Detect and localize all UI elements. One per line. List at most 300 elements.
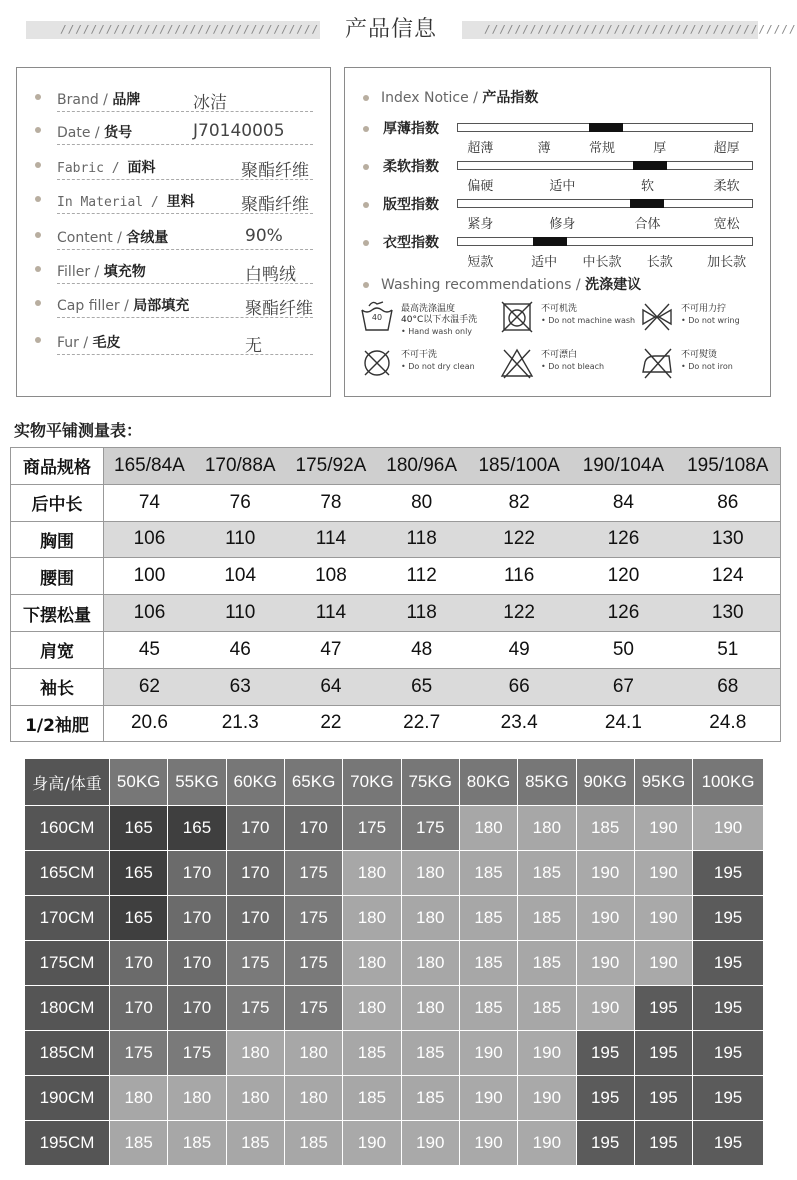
wash-text-zh-1: 不可漂白: [541, 350, 578, 360]
measure-value: 118: [376, 595, 467, 632]
height-label: 190CM: [25, 1076, 109, 1120]
height-label: 160CM: [25, 806, 109, 850]
measure-value: 49: [467, 631, 571, 668]
measure-row: [11, 484, 781, 521]
size-cell: 190: [635, 941, 692, 985]
size-cell: 185: [460, 896, 517, 940]
index-label: 长款: [646, 255, 673, 270]
info-value: J70140005: [193, 121, 285, 141]
index-label: 合体: [634, 217, 661, 232]
size-cell: 190: [635, 806, 692, 850]
no-iron-icon: [639, 346, 675, 380]
size-cell: 185: [518, 851, 575, 895]
size-cell: 195: [693, 941, 763, 985]
measure-row: [11, 668, 781, 705]
wash-text-zh: [401, 350, 437, 361]
divider: [57, 111, 313, 112]
measure-row-label: 肩宽: [11, 631, 104, 668]
index-marker: [633, 161, 667, 170]
size-cell: 175: [343, 806, 400, 850]
size-cell: 190: [460, 1076, 517, 1120]
size-cell: 180: [227, 1031, 284, 1075]
size-header-row: [25, 759, 763, 805]
index-marker: [533, 237, 567, 246]
measure-row: [11, 595, 781, 632]
info-label: [57, 122, 132, 142]
info-row: [35, 288, 313, 318]
index-panel: [344, 67, 771, 397]
index-label: 适中: [549, 179, 576, 194]
measure-value: 68: [676, 668, 781, 705]
measure-value: 84: [571, 484, 675, 521]
size-label: 180/96A: [376, 448, 467, 485]
measure-header-label: 商品规格: [11, 448, 104, 485]
measure-value: 106: [104, 595, 195, 632]
height-label: 180CM: [25, 986, 109, 1030]
info-value: 冰洁: [193, 93, 227, 113]
size-cell: 195: [693, 896, 763, 940]
size-cell: 185: [285, 1121, 342, 1165]
wash-text-zh: [401, 304, 477, 326]
size-cell: 185: [168, 1121, 225, 1165]
info-label-zh: 毛皮: [92, 335, 121, 351]
info-label-zh: 面料: [127, 160, 156, 176]
size-cell: 170: [168, 986, 225, 1030]
size-cell: 165: [110, 851, 167, 895]
measure-value: 100: [104, 558, 195, 595]
index-label: 薄: [537, 141, 551, 156]
size-cell: 170: [110, 941, 167, 985]
index-label: 超薄: [467, 141, 494, 156]
index-marker: [589, 123, 623, 132]
size-cell: 175: [285, 896, 342, 940]
size-row: [25, 1076, 763, 1120]
measure-row: [11, 631, 781, 668]
size-cell: 170: [110, 986, 167, 1030]
size-cell: 190: [577, 986, 634, 1030]
info-label: [57, 295, 189, 315]
wash-text-en: • Do not machine wash: [541, 316, 636, 325]
bullet-icon: [35, 127, 41, 133]
size-cell: 185: [402, 1076, 459, 1120]
weight-label: 85KG: [518, 759, 575, 805]
index-scale: [457, 123, 753, 132]
info-label-en: Date /: [57, 125, 105, 141]
index-label: 软: [641, 179, 655, 194]
size-cell: 190: [577, 896, 634, 940]
measure-row-label: 胸围: [11, 521, 104, 558]
wash-text-zh-1: 不可机洗: [541, 304, 578, 314]
index-label: 厚: [653, 141, 667, 156]
divider: [57, 213, 313, 214]
size-row: [25, 896, 763, 940]
size-cell: 175: [402, 806, 459, 850]
size-cell: 165: [168, 806, 225, 850]
size-cell: 180: [168, 1076, 225, 1120]
info-label-zh: 填充物: [103, 264, 146, 280]
size-row: [25, 1121, 763, 1165]
size-cell: 180: [518, 806, 575, 850]
measure-row-label: 下摆松量: [11, 595, 104, 632]
size-cell: 180: [227, 1076, 284, 1120]
info-label-zh: 货号: [104, 125, 133, 141]
wash-text-zh: [541, 304, 577, 315]
wash-text-en: • Do not bleach: [541, 362, 605, 371]
measure-value: 126: [571, 595, 675, 632]
section-header: [0, 12, 797, 48]
size-cell: 195: [693, 986, 763, 1030]
info-value: 白鸭绒: [245, 265, 296, 285]
size-cell: 185: [460, 941, 517, 985]
size-cell: 185: [518, 986, 575, 1030]
measure-row-label: 后中长: [11, 484, 104, 521]
bullet-icon: [35, 266, 41, 272]
wash-instruction: [499, 300, 639, 340]
size-cell: 190: [402, 1121, 459, 1165]
index-scale: [457, 161, 753, 170]
index-name: 衣型指数: [383, 235, 439, 251]
size-cell: 175: [227, 986, 284, 1030]
divider: [57, 144, 313, 145]
height-label: 195CM: [25, 1121, 109, 1165]
index-name: 柔软指数: [383, 159, 439, 175]
size-cell: 175: [227, 941, 284, 985]
index-labels: [453, 137, 757, 156]
size-cell: 195: [693, 1031, 763, 1075]
page-title: 产品信息: [344, 17, 437, 42]
divider: [57, 179, 313, 180]
info-label-en: In Material /: [57, 195, 167, 210]
info-row: [35, 184, 313, 214]
size-cell: 190: [518, 1031, 575, 1075]
info-value: 90%: [245, 226, 283, 246]
info-label-en: Content /: [57, 230, 127, 246]
measure-value: 48: [376, 631, 467, 668]
measure-value: 122: [467, 521, 571, 558]
measure-value: 22.7: [376, 705, 467, 742]
size-corner-label: 身高/体重: [25, 759, 109, 805]
size-cell: 190: [577, 941, 634, 985]
measure-value: 24.1: [571, 705, 675, 742]
size-label: 165/84A: [104, 448, 195, 485]
index-row: [363, 155, 763, 194]
size-cell: 190: [693, 806, 763, 850]
measure-value: 80: [376, 484, 467, 521]
size-cell: 195: [635, 1076, 692, 1120]
size-cell: 175: [110, 1031, 167, 1075]
size-cell: 195: [635, 1121, 692, 1165]
wash-instruction: [639, 300, 779, 340]
size-label: 195/108A: [676, 448, 781, 485]
index-row: [363, 231, 763, 270]
info-row: [35, 150, 313, 180]
index-label: 紧身: [467, 217, 494, 232]
measure-value: 114: [286, 595, 377, 632]
measure-value: 114: [286, 521, 377, 558]
weight-label: 70KG: [343, 759, 400, 805]
no-dry-clean-icon: [359, 346, 395, 380]
size-row: [25, 986, 763, 1030]
size-row: [25, 1031, 763, 1075]
bullet-icon: [363, 164, 369, 170]
measure-header-row: [11, 448, 781, 485]
info-label: [57, 191, 195, 211]
height-label: 175CM: [25, 941, 109, 985]
weight-label: 75KG: [402, 759, 459, 805]
size-cell: 195: [693, 1076, 763, 1120]
info-row: [35, 254, 313, 284]
wash-text-zh: [681, 350, 717, 361]
bullet-icon: [35, 232, 41, 238]
divider: [57, 249, 313, 250]
weight-label: 100KG: [693, 759, 763, 805]
info-row: [35, 82, 313, 112]
measure-row: [11, 558, 781, 595]
measure-row: [11, 705, 781, 742]
index-label: 短款: [467, 255, 494, 270]
divider: [57, 283, 313, 284]
header-deco-left: //////////////////////////////////: [26, 21, 320, 39]
header-deco-right: /////////////////////////////////////////: [462, 21, 758, 39]
wash-text-en: • Do not iron: [681, 362, 733, 371]
info-label-zh: 局部填充: [133, 298, 190, 314]
measure-value: 104: [195, 558, 286, 595]
measure-row-label: 腰围: [11, 558, 104, 595]
measure-value: 82: [467, 484, 571, 521]
hand-wash-icon: [359, 300, 395, 334]
measure-value: 116: [467, 558, 571, 595]
wash-instruction: [359, 346, 499, 386]
measure-value: 86: [676, 484, 781, 521]
weight-label: 60KG: [227, 759, 284, 805]
size-cell: 185: [343, 1031, 400, 1075]
weight-label: 65KG: [285, 759, 342, 805]
wash-text-zh: [681, 304, 726, 315]
bullet-icon: [363, 282, 369, 288]
index-label: 修身: [549, 217, 576, 232]
info-label: [57, 332, 121, 352]
info-label: [57, 89, 140, 109]
size-cell: 195: [577, 1076, 634, 1120]
measure-value: 67: [571, 668, 675, 705]
size-label: 175/92A: [286, 448, 377, 485]
size-cell: 180: [285, 1031, 342, 1075]
measure-value: 22: [286, 705, 377, 742]
info-value: 聚酯纤维: [241, 195, 309, 215]
weight-label: 80KG: [460, 759, 517, 805]
no-bleach-icon: [499, 346, 535, 380]
size-cell: 175: [285, 851, 342, 895]
size-cell: 185: [227, 1121, 284, 1165]
measure-value: 106: [104, 521, 195, 558]
size-cell: 185: [110, 1121, 167, 1165]
measure-value: 120: [571, 558, 675, 595]
size-cell: 180: [343, 851, 400, 895]
wash-text-zh-1: 不可干洗: [401, 350, 438, 360]
measure-value: 124: [676, 558, 781, 595]
measure-value: 110: [195, 521, 286, 558]
product-info-panel: [16, 67, 331, 397]
size-cell: 190: [577, 851, 634, 895]
info-row: [35, 115, 313, 145]
wash-instruction: [359, 300, 499, 340]
index-label: 加长款: [707, 255, 747, 270]
size-row: [25, 806, 763, 850]
info-label-zh: 品牌: [112, 92, 141, 108]
info-label-zh: 里料: [166, 194, 195, 210]
size-cell: 180: [402, 851, 459, 895]
index-scale: [457, 199, 753, 208]
svg-text:40: 40: [371, 313, 383, 322]
wash-instruction: [639, 346, 779, 386]
size-cell: 170: [227, 896, 284, 940]
size-cell: 190: [635, 896, 692, 940]
size-cell: 165: [110, 896, 167, 940]
size-recommendation-table: [24, 758, 764, 1166]
wash-text-en: • Do not wring: [681, 316, 740, 325]
bullet-icon: [363, 240, 369, 246]
size-cell: 180: [343, 986, 400, 1030]
size-cell: 180: [402, 986, 459, 1030]
measure-value: 108: [286, 558, 377, 595]
size-cell: 185: [518, 896, 575, 940]
info-label: [57, 157, 155, 177]
washing-title: Washing recommendations / 洗涤建议: [363, 274, 641, 294]
height-label: 165CM: [25, 851, 109, 895]
measure-value: 118: [376, 521, 467, 558]
measure-title: 实物平铺测量表：: [14, 421, 143, 440]
size-cell: 190: [518, 1121, 575, 1165]
index-name: 版型指数: [383, 197, 439, 213]
bullet-icon: [363, 202, 369, 208]
info-value: 聚酯纤维: [245, 299, 313, 319]
index-label: 偏硬: [467, 179, 494, 194]
index-name: 厚薄指数: [383, 121, 439, 137]
measure-value: 65: [376, 668, 467, 705]
info-value: 无: [245, 336, 262, 356]
size-cell: 175: [285, 941, 342, 985]
size-cell: 185: [577, 806, 634, 850]
size-cell: 170: [227, 851, 284, 895]
size-cell: 185: [343, 1076, 400, 1120]
index-labels: [453, 251, 757, 270]
info-label-en: Brand /: [57, 92, 113, 108]
bullet-icon: [35, 300, 41, 306]
info-label-en: Fabric /: [57, 161, 128, 176]
index-title: Index Notice / 产品指数: [363, 87, 538, 107]
info-label-en: Cap filler /: [57, 298, 134, 314]
size-row: [25, 941, 763, 985]
measure-value: 21.3: [195, 705, 286, 742]
measure-value: 122: [467, 595, 571, 632]
no-machine-wash-icon: [499, 300, 535, 334]
size-cell: 175: [168, 1031, 225, 1075]
index-labels: [453, 213, 757, 232]
bullet-icon: [363, 95, 369, 101]
size-cell: 170: [227, 806, 284, 850]
index-row: [363, 117, 763, 156]
index-label: 宽松: [713, 217, 740, 232]
wash-text-zh-1: 不可熨烫: [681, 350, 718, 360]
size-cell: 195: [693, 1121, 763, 1165]
measure-value: 130: [676, 521, 781, 558]
size-label: 170/88A: [195, 448, 286, 485]
info-row: [35, 220, 313, 250]
measure-row-label: 袖长: [11, 668, 104, 705]
size-cell: 180: [460, 806, 517, 850]
size-cell: 190: [460, 1121, 517, 1165]
size-cell: 185: [460, 851, 517, 895]
size-cell: 195: [577, 1031, 634, 1075]
wash-text-en: • Hand wash only: [401, 327, 473, 336]
measure-value: 46: [195, 631, 286, 668]
bullet-icon: [35, 337, 41, 343]
height-label: 170CM: [25, 896, 109, 940]
measure-value: 47: [286, 631, 377, 668]
weight-label: 55KG: [168, 759, 225, 805]
measure-value: 112: [376, 558, 467, 595]
measure-value: 50: [571, 631, 675, 668]
size-label: 185/100A: [467, 448, 571, 485]
index-label: 柔软: [713, 179, 740, 194]
index-label: 超厚: [713, 141, 740, 156]
size-cell: 195: [635, 1031, 692, 1075]
size-cell: 170: [168, 941, 225, 985]
size-cell: 180: [285, 1076, 342, 1120]
size-cell: 195: [635, 986, 692, 1030]
measure-value: 20.6: [104, 705, 195, 742]
weight-label: 90KG: [577, 759, 634, 805]
measure-value: 130: [676, 595, 781, 632]
measure-value: 78: [286, 484, 377, 521]
size-cell: 185: [518, 941, 575, 985]
index-label: 中长款: [582, 255, 622, 270]
height-label: 185CM: [25, 1031, 109, 1075]
wash-text-zh-1: 不可用力拧: [681, 304, 727, 314]
measure-value: 66: [467, 668, 571, 705]
index-row: [363, 193, 763, 232]
size-cell: 195: [577, 1121, 634, 1165]
index-label: 常规: [588, 141, 615, 156]
index-label: 适中: [531, 255, 558, 270]
size-cell: 180: [110, 1076, 167, 1120]
bullet-icon: [35, 162, 41, 168]
index-labels: [453, 175, 757, 194]
size-cell: 170: [285, 806, 342, 850]
size-row: [25, 851, 763, 895]
measurement-table: [10, 447, 781, 742]
measure-value: 24.8: [676, 705, 781, 742]
size-cell: 170: [168, 851, 225, 895]
info-label-en: Fur /: [57, 335, 93, 351]
size-cell: 170: [168, 896, 225, 940]
bullet-icon: [35, 196, 41, 202]
measure-value: 110: [195, 595, 286, 632]
measure-value: 63: [195, 668, 286, 705]
info-label: [57, 261, 146, 281]
wash-text-zh-2: 40°C以下水温手洗: [401, 315, 478, 325]
measure-row-label: 1/2袖肥: [11, 705, 104, 742]
size-cell: 165: [110, 806, 167, 850]
size-cell: 190: [343, 1121, 400, 1165]
measure-value: 76: [195, 484, 286, 521]
size-cell: 185: [460, 986, 517, 1030]
size-cell: 180: [402, 896, 459, 940]
info-label: [57, 227, 168, 247]
divider: [57, 317, 313, 318]
weight-label: 50KG: [110, 759, 167, 805]
measure-value: 23.4: [467, 705, 571, 742]
